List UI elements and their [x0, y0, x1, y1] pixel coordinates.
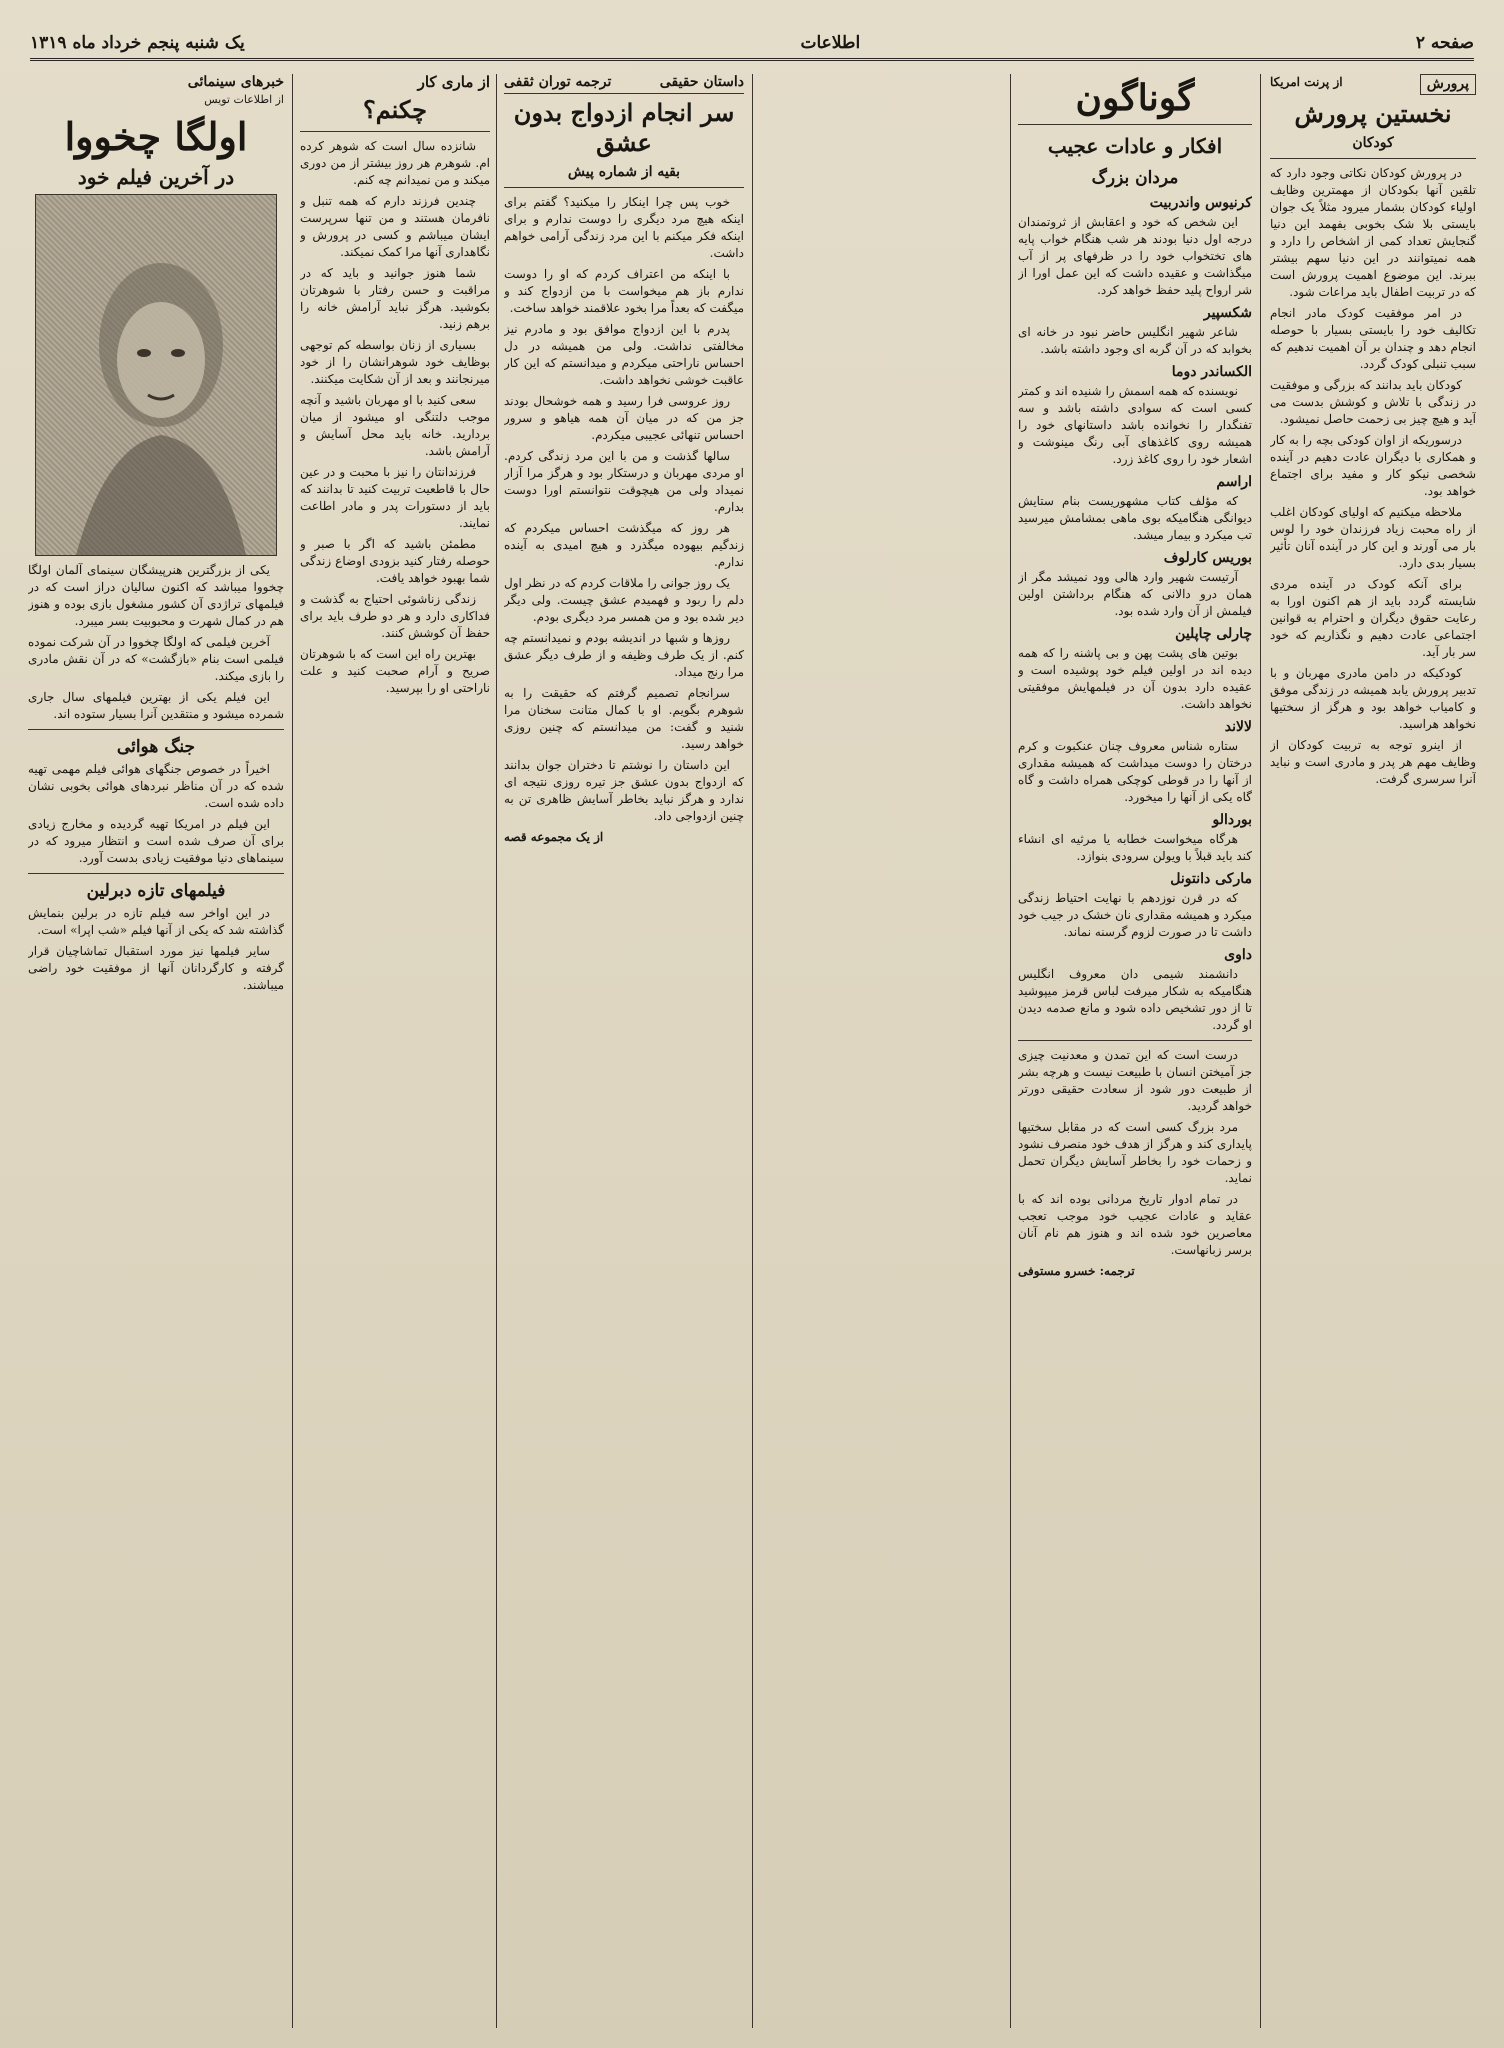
paragraph: شانزده سال است که شوهر کرده ام. شوهرم هر روز بیشتر از من دوری میکند و من نمیدانم چه کنم.	[300, 139, 490, 187]
section-label: خبرهای سینمائی	[187, 74, 284, 90]
entry-name: الکساندر دوما	[1171, 364, 1252, 380]
entry-name: لالاند	[1224, 719, 1252, 735]
portrait-icon	[36, 195, 276, 555]
paragraph: سرانجام تصمیم گرفتم که حقیقت را به شوهرم بگویم. او با کمال متانت سخنان مرا شنید و گفت: من میدانستم که چنین روزی خواهد رسید.	[504, 686, 744, 751]
paragraph: در تمام ادوار تاریخ مردانی بوده اند که با عقاید و عادات عجیب خود موجب تعجب معاصرین خود شده اند و هنوز هم نام آنان برسر زبانهاست.	[1018, 1192, 1252, 1257]
paragraph: آخرین فیلمی که اولگا چخووا در آن شرکت نموده فیلمی است بنام «بازگشت» که در آن نقش مادری را بازی میکند.	[28, 635, 284, 683]
paragraph: هر روز که میگذشت احساس میکردم که زندگیم بیهوده میگذرد و هیچ امیدی به آینده ندارم.	[504, 521, 744, 569]
entry-text: هرگاه میخواست خطابه یا مرثیه ای انشاء کند باید قبلاً با ویولن سرودی بنوازد.	[1018, 832, 1252, 863]
article-subtitle: کودکان	[1352, 135, 1394, 151]
subheadline: مردان بزرگ	[1091, 168, 1179, 188]
paragraph: مرد بزرگ کسی است که در مقابل سختیها پایداری کند و هرگز از هدف خود منصرف نشود و زحمات خود را بخاطر آسایش دیگران تحمل نماید.	[1018, 1120, 1252, 1185]
section-title: گوناگون	[1075, 77, 1195, 119]
paragraph: اخیراً در خصوص جنگهای هوائی فیلم مهمی تهیه شده که در آن مناظر نبردهای هوائی بخوبی نشان داده شده است.	[28, 762, 284, 810]
entry-text: دانشمند شیمی دان معروف انگلیس هنگامیکه به شکار میرفت لباس قرمز میپوشید تا از دور تشخیص داده شود و مانع صدمه دیدن او گردد.	[1018, 967, 1252, 1032]
entry-name: داوی	[1224, 947, 1252, 963]
entry-name: مارکی دانتونل	[1170, 871, 1252, 887]
paragraph: در پرورش کودکان نکاتی وجود دارد که تلقین آنها بکودکان از مهمترین وظایف اولیاء کودکان بشمار میرود مثلاً یک جوان بایستی بلا شک بخوبی بفهمد این دنیا گنجایش تعداد کمی از اشخاص را دارد و همه نمیتوانند در این دنیا سهم بیشتر ببرند. این موضوع اهمیت پرورش است که در تربیت اطفال باید مراعات شود.	[1270, 166, 1476, 299]
source-label: از اطلاعات تویس	[204, 93, 284, 106]
cinema-header	[28, 74, 284, 110]
entry-name: چارلی چاپلین	[1175, 626, 1252, 642]
cinema-headline: اولگا چخووا	[64, 114, 248, 159]
column-story	[504, 74, 744, 2028]
paragraph: یکی از بزرگترین هنرپیشگان سینمای آلمان اولگا چخووا میباشد که اکنون سالیان دراز است که در فیلمهای تراژدی آن کشور مشغول بازی بوده و هنوز هم در کمال شهرت و محبوبیت بسر میبرد.	[28, 563, 284, 628]
column-parvaresh	[1270, 74, 1476, 2028]
actress-photo	[35, 194, 277, 556]
paragraph: سالها گذشت و من با این مرد زندگی کردم. او مردی مهربان و درستکار بود و هرگز مرا آزار نمیداد ولی من هیچوقت نتوانستم اورا دوست بدارم.	[504, 449, 744, 514]
advice-title: چکنم؟	[362, 95, 428, 124]
entry-text: آرتیست شهیر وارد هالی وود نمیشد مگر از همان درو دالانی که هنگام برداشتن اولین فیلمش از آن وارد شده بود.	[1018, 570, 1252, 618]
column-advice	[300, 74, 490, 2028]
paragraph: کودکان باید بدانند که بزرگی و موفقیت در زندگی با تلاش و کوشش بدست می آید و هیچ چیز بی زحمت حاصل نمیشود.	[1270, 378, 1476, 426]
paragraph: درست است که این تمدن و معدنیت چیزی جز آمیختن انسان با طبیعت نیست و هرچه بشر از طبیعت دور شود از سعادت حقیقی دورتر خواهد گردید.	[1018, 1048, 1252, 1113]
column-gunagun	[1018, 74, 1252, 2028]
advice-label: از ماری کار	[417, 74, 490, 91]
paragraph: کودکیکه در دامن مادری مهربان و با تدبیر پرورش یابد همیشه در زندگی موفق و کامیاب خواهد بود و هرگز از سختیها نخواهد هراسید.	[1270, 666, 1476, 731]
paragraph: زندگی زناشوئی احتیاج به گذشت و فداکاری دارد و هر دو طرف باید برای حفظ آن کوشش کنند.	[300, 592, 490, 640]
entry-text: این شخص که خود و اعقابش از ثروتمندان درجه اول دنیا بودند هر شب هنگام خواب پایه های تختخواب خود را در ظرفهای پر از آب میگذاشت و عقیده داشت که این عمل اورا از شر ارواح پلید حفظ خواهد کرد.	[1018, 215, 1252, 297]
translator-label: ترجمه توران ثقفی	[504, 74, 612, 90]
entry-text: شاعر شهیر انگلیس حاضر نبود در خانه ای بخوابد که در آن گربه ای وجود داشته باشد.	[1018, 325, 1252, 356]
column-rule	[1260, 74, 1261, 2028]
article-title: نخستین پرورش	[1294, 99, 1452, 128]
entry-text: که در قرن نوزدهم با نهایت احتیاط زندگی میکرد و همیشه مقداری نان خشک در جیب خود داشت تا در صورت لزوم گرسنه نماند.	[1018, 891, 1252, 939]
paragraph: فرزندانتان را نیز با محبت و در عین حال با قاطعیت تربیت کنید تا بدانند که باید از دستورات پدر و مادر اطاعت نمایند.	[300, 465, 490, 530]
paragraph: پدرم با این ازدواج موافق بود و مادرم نیز مخالفتی نداشت. ولی من همیشه در دل احساس ناراحتی میکردم و میدانستم که این کار عاقبت خوشی نخواهد داشت.	[504, 322, 744, 387]
paragraph: چندین فرزند دارم که همه تنبل و نافرمان هستند و من تنها سرپرست ایشان میباشم و کسی در پرورش و نگاهداری آنها مرا کمک نمیکند.	[300, 194, 490, 259]
entry-name: بوردالو	[1212, 812, 1252, 828]
paragraph: شما هنوز جوانید و باید که در مراقبت و حسن رفتار با شوهرتان بکوشید. هرگز نباید آرامش خانه را برهم زنید.	[300, 266, 490, 331]
story-end: از یک مجموعه قصه	[504, 830, 604, 844]
paragraph: از اینرو توجه به تربیت کودکان از وظایف مهم هر پدر و مادری است و نباید آنرا سرسری گرفت.	[1270, 738, 1476, 786]
section-label: پرورش	[1420, 74, 1476, 95]
paragraph: در امر موفقیت کودک مادر انجام تکالیف خود را بایستی بسیار با حوصله انجام دهد و چندان بر آن اهمیت ندهیم که سبب تنبلی کودک گردد.	[1270, 306, 1476, 371]
paragraph: درسوریکه از اوان کودکی بچه را به کار و همکاری با دیگران عادت دهیم در آینده شخصی نیکو کار و مفید برای اجتماع خواهد بود.	[1270, 433, 1476, 498]
column-rule	[752, 74, 753, 2028]
entry-text: ستاره شناس معروف چنان عنکبوت و کرم درختان را دوست میداشت که همیشه مقداری از آنها را در قوطی کوچکی همراه داشت و گاه گاه یکی از آنها را میخورد.	[1018, 739, 1252, 804]
paragraph: برای آنکه کودک در آینده مردی شایسته گردد باید از هم اکنون اورا به رعایت حقوق دیگران و احترام به قوانین اجتماعی عادت دهیم و نگذاریم که خود سر بار آید.	[1270, 577, 1476, 659]
masthead	[30, 28, 1474, 61]
paper-name: اطلاعات	[800, 33, 861, 53]
story-headline: سر انجام ازدواج بدون عشق	[513, 98, 735, 157]
advice-header	[300, 74, 490, 91]
story-label: داستان حقیقی	[659, 74, 744, 90]
paragraph: این داستان را نوشتم تا دختران جوان بدانند که ازدواج بدون عشق جز تیره روزی نتیجه ای ندارد و هرگز نباید بخاطر آسایش ظاهری تن به چنین ازدواجی داد.	[504, 758, 744, 823]
paragraph: بهترین راه این است که با شوهرتان صریح و آرام صحبت کنید و علت ناراحتی او را بپرسید.	[300, 647, 490, 695]
column-rule	[496, 74, 497, 2028]
section-header	[1270, 74, 1476, 95]
entry-text: نویسنده که همه اسمش را شنیده اند و کمتر کسی است که سوادی داشته باشد و سه تفنگدار را نخوانده باشد داستانهای خود را همیشه روی کاغذهای آبی رنگ مینوشت و اشعار خود را روی کاغذ زرد.	[1018, 384, 1252, 466]
paragraph: سایر فیلمها نیز مورد استقبال تماشاچیان قرار گرفته و کارگردانان آنها از موفقیت خود راضی میباشند.	[28, 944, 284, 992]
paragraph: روزها و شبها در اندیشه بودم و نمیدانستم چه کنم. از یک طرف وظیفه و از طرف دیگر عشق مرا رنج میداد.	[504, 631, 744, 679]
section-subtitle: فیلمهای تازه دبرلین	[86, 881, 226, 901]
entry-name: کرنیوس واندربیت	[1149, 195, 1252, 211]
page-number: صفحه ۲	[1415, 33, 1474, 53]
entry-name: شکسپیر	[1203, 305, 1252, 321]
issue-date: یک شنبه پنجم خرداد ماه ۱۳۱۹	[30, 33, 245, 53]
headline: افکار و عادات عجیب	[1047, 134, 1223, 158]
paragraph: یک روز جوانی را ملاقات کردم که در نظر اول دلم را ربود و فهمیدم عشق چیست. ولی دیگر دیر شده بود و من همسر مرد دیگری بودم.	[504, 576, 744, 624]
column-cinema	[28, 74, 284, 2028]
continued-note: بقیه از شماره پیش	[567, 164, 681, 180]
paragraph: در این اواخر سه فیلم تازه در برلین بنمایش گذاشته شد که یکی از آنها فیلم «شب اپرا» است.	[28, 906, 284, 937]
story-labels	[504, 74, 744, 94]
entry-text: بوتین های پشت پهن و بی پاشنه را که همه دیده اند در اولین فیلم خود پوشیده است و عقیده دارد بدون آن در فیلمهایش موفقیتی نخواهد داشت.	[1018, 646, 1252, 711]
paragraph: این فیلم یکی از بهترین فیلمهای سال جاری شمرده میشود و منتقدین آنرا بسیار ستوده اند.	[28, 690, 284, 721]
entry-name: اراسم	[1216, 474, 1252, 490]
source-label: از پرنت امریکا	[1270, 75, 1343, 89]
translator-byline: ترجمه: خسرو مستوفی	[1018, 1264, 1135, 1278]
section-subtitle: جنگ هوائی	[116, 737, 196, 757]
paragraph: سعی کنید با او مهربان باشید و آنچه موجب دلتنگی او میشود از میان بردارید. خانه باید محل آسایش و آرامش باشد.	[300, 393, 490, 458]
column-rule	[292, 74, 293, 2028]
paragraph: ملاحظه میکنیم که اولیای کودکان اغلب از راه محبت زیاد فرزندان خود را لوس بار می آورند و این کار در آینده آنان تأثیر بسیار بدی دارد.	[1270, 505, 1476, 570]
paragraph: مطمئن باشید که اگر با صبر و حوصله رفتار کنید بزودی اوضاع زندگی شما بهبود خواهد یافت.	[300, 537, 490, 585]
paragraph: این فیلم در امریکا تهیه گردیده و مخارج زیادی برای آن صرف شده است و انتظار میرود که در سینماهای دنیا موفقیت زیادی بدست آورد.	[28, 817, 284, 865]
paragraph: بسیاری از زنان بواسطه کم توجهی بوظایف خود شوهرانشان را از خود میرنجانند و بعد از آن شکایت میکنند.	[300, 338, 490, 386]
cinema-subhead: در آخرین فیلم خود	[77, 165, 235, 189]
column-rule	[1010, 74, 1011, 2028]
paragraph: با اینکه من اعتراف کردم که او را دوست ندارم باز هم میخواست با من ازدواج کند و میگفت که بعداً مرا بخود علاقمند خواهد ساخت.	[504, 267, 744, 315]
entry-name: بوریس کارلوف	[1163, 550, 1252, 566]
entry-text: که مؤلف کتاب مشهوریست بنام ستایش دیوانگی هنگامیکه بوی ماهی بمشامش میرسید تب میکرد و بیمار میشد.	[1018, 494, 1252, 542]
paragraph: روز عروسی فرا رسید و همه خوشحال بودند جز من که در میان آن همه هیاهو و سرور احساس تنهائی عجیبی میکردم.	[504, 394, 744, 442]
paragraph: خوب پس چرا اینکار را میکنید؟ گفتم برای اینکه هیچ مرد دیگری را دوست ندارم و برای اینکه فکر میکنم با این مرد زندگی آرامی خواهم داشت.	[504, 195, 744, 260]
